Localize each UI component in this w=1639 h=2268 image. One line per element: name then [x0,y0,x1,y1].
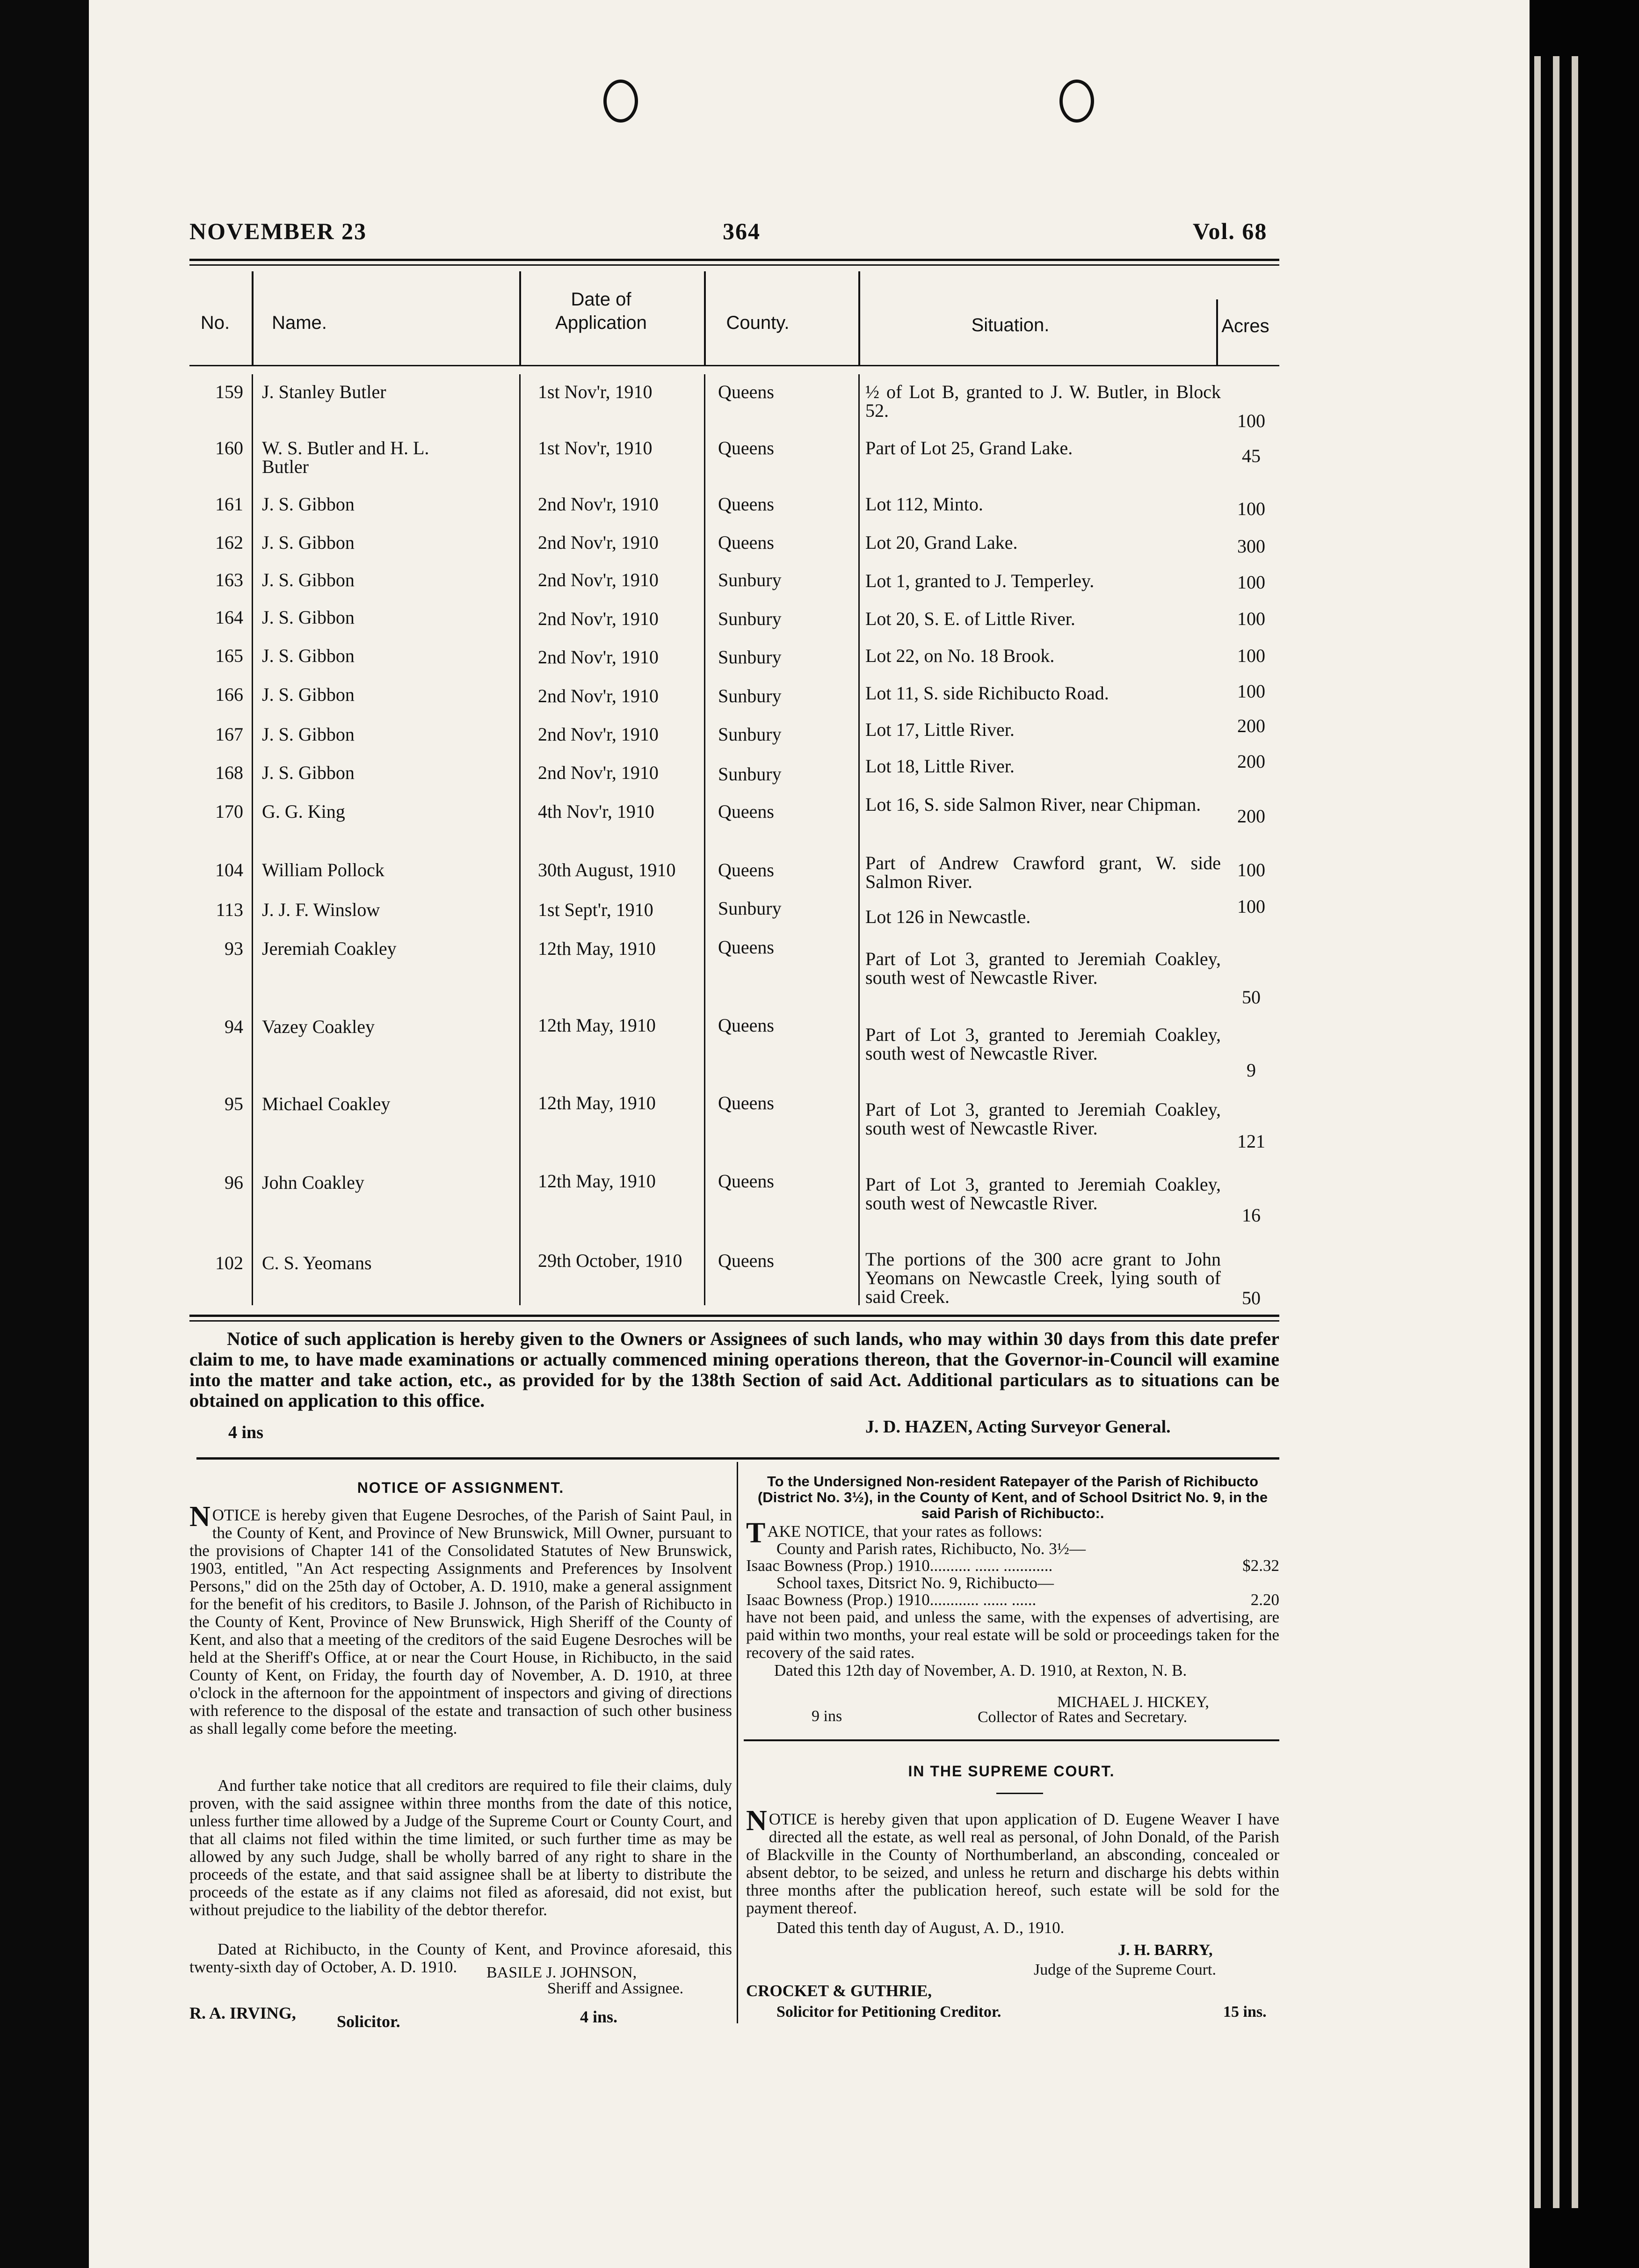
cell-no: 165 [215,645,243,666]
supreme-ins: 15 ins. [1223,2003,1267,2021]
cell-situation: Lot 22, on No. 18 Brook. [865,645,1055,666]
assignment-dropcap: N [189,1501,210,1533]
cell-name: John Coakley [262,1172,364,1193]
cell-acres: 100 [1237,681,1265,702]
rates-line-2 [746,1557,1279,1575]
cell-acres: 200 [1237,806,1265,827]
section-rule [744,1739,1279,1741]
cell-county: Queens [718,859,774,880]
supreme-paragraph: OTICE is hereby given that upon application of D. Eugene Weaver I have directed all the estate, as well real as personal, of John Donald, of the Parish of Blackville in the County of Northumberland, an absconding, concealed or absent debtor, to be seized, and unless he return and discharge his debts within three months after the publication hereof, such estate will be sold for the payment thereof. [746,1810,1279,1917]
cell-county: Queens [718,1250,774,1271]
cell-date: 2nd Nov'r, 1910 [538,569,659,590]
rates-line-1: County and Parish rates, Richibucto, No. 3½— [776,1540,1086,1558]
cell-no: 113 [216,899,243,920]
cell-situation: Part of Lot 3, granted to Jeremiah Coakley, south west of Newcastle River. [865,1099,1221,1139]
cell-situation: Lot 11, S. side Richibucto Road. [865,683,1109,704]
cell-acres: 100 [1237,410,1265,431]
main-notice-text: Notice of such application is hereby given to the Owners or Assignees of such lands, who may within 30 days from this date prefer claim to me, to have made examinations or actually commenced mining operations thereon, that the Governor-in-Council will examine into the matter and take action, etc., as provided for by the 138th Section of said Act. Additional particulars as to situations can be obtained on application to this office. [189,1328,1279,1411]
binding-hole [1059,80,1094,123]
column-divider [737,1462,738,2023]
cell-situation: Part of Lot 25, Grand Lake. [865,437,1073,458]
cell-no: 163 [215,569,243,590]
cell-situation: Lot 16, S. side Salmon River, near Chipman. [865,794,1201,815]
cell-no: 96 [225,1172,243,1193]
cell-date: 2nd Nov'r, 1910 [538,608,659,629]
cell-county: Sunbury [718,685,782,706]
cell-situation: Part of Lot 3, granted to Jeremiah Coakley, south west of Newcastle River. [865,948,1221,988]
rates-line-2-amount: $2.32 [1242,1556,1279,1575]
cell-no: 167 [215,724,243,745]
rates-intro-text: AKE NOTICE, that your rates as follows: [767,1522,1043,1541]
cell-date: 2nd Nov'r, 1910 [538,532,659,553]
cell-acres: 16 [1242,1205,1261,1226]
rates-dropcap: T [746,1517,766,1549]
header-rule [189,259,1279,261]
cell-date: 2nd Nov'r, 1910 [538,762,659,783]
col-name: Name. [272,313,327,333]
rates-heading: To the Undersigned Non-resident Ratepayer of the Parish of Richibucto (District No. 3½), in the County of Kent, and of School Dsitrict No. 9, in the said Parish of Richibucto:. [757,1473,1268,1521]
cell-situation: Lot 112, Minto. [865,494,983,515]
cell-county: Sunbury [718,763,782,785]
rates-ins: 9 ins [812,1708,842,1725]
cell-name: William Pollock [262,859,384,880]
cell-county: Queens [718,937,774,958]
cell-acres: 100 [1237,608,1265,629]
cell-no: 161 [215,494,243,515]
cell-acres: 100 [1237,859,1265,880]
cell-situation: The portions of the 300 acre grant to John Yeomans on Newcastle Creek, lying south of said Creek. [865,1249,1221,1307]
cell-acres: 9 [1247,1060,1256,1081]
cell-county: Queens [718,1092,774,1113]
supreme-dropcap: N [746,1805,767,1837]
cell-situation: Lot 20, S. E. of Little River. [865,608,1075,629]
cell-date: 2nd Nov'r, 1910 [538,647,659,668]
cell-name: J. S. Gibbon [262,724,355,745]
supreme-signer-title: Judge of the Supreme Court. [1034,1961,1216,1978]
page-edge [1553,56,1559,2208]
cell-county: Queens [718,381,774,402]
cell-acres: 50 [1242,1287,1261,1308]
col-acres: Acres [1221,316,1269,336]
cell-county: Sunbury [718,608,782,629]
cell-no: 160 [215,437,243,458]
cell-date: 1st Nov'r, 1910 [538,381,653,402]
assignment-body [189,1501,732,1737]
volume-label: Vol. 68 [1193,218,1268,244]
table-bottom-rule [189,1320,1279,1322]
cell-no: 95 [225,1093,243,1114]
assignment-solicitor-title: Solicitor. [337,2012,400,2031]
cell-acres: 300 [1237,536,1265,557]
cell-situation: Part of Lot 3, granted to Jeremiah Coakley, south west of Newcastle River. [865,1174,1221,1214]
cell-county: Sunbury [718,569,782,590]
supreme-firm-title: Solicitor for Petitioning Creditor. [776,2003,1001,2021]
cell-name: G. G. King [262,801,345,822]
cell-date: 2nd Nov'r, 1910 [538,494,659,515]
cell-county: Sunbury [718,647,782,668]
cell-acres: 100 [1237,498,1265,519]
cell-name: J. S. Gibbon [262,607,355,628]
cell-county: Queens [718,494,774,515]
cell-no: 166 [215,684,243,705]
rates-body: have not been paid, and unless the same, with the expenses of advertising, are paid within two months, your real estate will be sold or proceedings taken for the recovery of the said rates. [746,1608,1279,1662]
cell-acres: 50 [1242,987,1261,1008]
cell-county: Queens [718,532,774,553]
cell-acres: 200 [1237,751,1265,772]
column-rule [252,374,253,1305]
main-notice-signature: J. D. HAZEN, Acting Surveyor General. [865,1417,1171,1437]
cell-date: 12th May, 1910 [538,938,656,959]
cell-acres: 100 [1237,572,1265,593]
column-rule [858,271,860,365]
assignment-signer: BASILE J. JOHNSON, [486,1964,637,1981]
cell-county: Queens [718,1170,774,1192]
cell-county: Queens [718,437,774,458]
assignment-solicitor: R. A. IRVING, [189,2004,296,2022]
rates-line-4-label: Isaac Bowness (Prop.) 1910............ ...... ...... [746,1591,1037,1609]
column-rule [704,271,706,365]
col-date: Date of Application [555,289,647,333]
cell-no: 164 [215,607,243,628]
supreme-signer: J. H. BARRY, [1118,1941,1213,1959]
col-no: No. [200,313,230,333]
cell-county: Queens [718,1015,774,1036]
cell-name: J. S. Gibbon [262,645,355,666]
supreme-title: IN THE SUPREME COURT. [908,1763,1115,1780]
column-rule [519,271,521,365]
cell-date: 1st Nov'r, 1910 [538,437,653,458]
assignment-dated: Dated at Richibucto, in the County of Kent, and Province aforesaid, this twenty-sixth day of October, A. D. 1910. [189,1940,732,1976]
supreme-body [746,1805,1279,1917]
cell-date: 2nd Nov'r, 1910 [538,685,659,706]
cell-situation: Lot 126 in Newcastle. [865,906,1031,927]
table-bottom-rule [189,1315,1279,1317]
cell-situation: Part of Andrew Crawford grant, W. side Salmon River. [865,852,1221,892]
rates-line-4 [746,1591,1279,1609]
page-edge [1534,56,1541,2208]
cell-name: J. S. Gibbon [262,684,355,705]
cell-name: J. S. Gibbon [262,569,355,590]
cell-name: Vazey Coakley [262,1016,375,1037]
rates-line-4-amount: 2.20 [1250,1591,1279,1609]
assignment-paragraph-2: And further take notice that all creditors are required to file their claims, duly proven, with the said assignee within three months from the date of this notice, unless further time allowed by a Judge of the Supreme Court or County Court, and that all claims not filed within the time limited, or such further time as may be allowed by any such Judge, shall be wholly barred of any right to share in the proceeds of the estate, and that said assignee shall be at liberty to distribute the proceeds of the estate as if any claims not filed as aforesaid, did not exist, but without prejudice to the liability of the debtor therefor. [189,1776,732,1919]
cell-no: 102 [215,1252,243,1273]
cell-date: 12th May, 1910 [538,1015,656,1036]
cell-name: W. S. Butler and H. L. Butler [262,437,429,477]
supreme-firm: CROCKET & GUTHRIE, [746,1982,932,2000]
cell-name: J. S. Gibbon [262,532,355,553]
rates-line-2-label: Isaac Bowness (Prop.) 1910.......... ...... ............ [746,1556,1053,1575]
section-rule [196,1457,1279,1460]
header-rule [189,264,1279,266]
cell-county: Queens [718,801,774,822]
cell-situation: Lot 18, Little River. [865,756,1015,777]
cell-no: 104 [215,859,243,880]
column-rule [519,374,521,1305]
cell-name: Jeremiah Coakley [262,938,397,959]
page-number: 364 [723,218,761,244]
cell-county: Sunbury [718,898,782,919]
rates-dated: Dated this 12th day of November, A. D. 1910, at Rexton, N. B. [774,1661,1187,1679]
cell-no: 170 [215,801,243,822]
cell-no: 94 [225,1016,243,1037]
table-header-rule [189,365,1279,366]
assignment-paragraph-1: OTICE is hereby given that Eugene Desroches, of the Parish of Saint Paul, in the County of Kent, and Province of New Brunswick, Mill Owner, pursuant to the provisions of Chapter 141 of the Consolidated Statutes of New Brunswick, 1903, entitled, "An Act respecting Assignments and Preferences by Insolvent Persons," did on the 25th day of October, A. D. 1910, make a general assignment for the benefit of his creditors, to Basile J. Johnson, of the Parish of Richibucto in the County of Kent, Province of New Brunswick, High Sheriff of the County of Kent, and also that a meeting of the creditors of the said Eugene Desroches will be held at the Sheriff's Office, at or near the Court House, in Richibucto, in the said County of Kent, on Friday, the fourth day of November, A. D. 1910, at three o'clock in the afternoon for the appointment of inspectors and giving of directions with reference to the disposal of the estate and transaction of such other business as shall legally come before the meeting. [189,1506,732,1737]
supreme-dated: Dated this tenth day of August, A. D., 1910. [776,1919,1065,1937]
cell-no: 168 [215,762,243,783]
col-situation: Situation. [971,315,1050,335]
cell-county: Sunbury [718,724,782,745]
assignment-signer-title: Sheriff and Assignee. [547,1980,684,1997]
column-rule [858,374,860,1305]
column-rule [252,271,254,365]
cell-date: 12th May, 1910 [538,1092,656,1113]
cell-name: J. S. Gibbon [262,494,355,515]
cell-no: 159 [215,381,243,402]
title-underline [996,1793,1043,1794]
cell-name: J. Stanley Butler [262,381,386,402]
scan-left-margin [0,0,89,2268]
rates-signer: MICHAEL J. HICKEY, [1057,1694,1209,1711]
col-county: County. [726,313,790,333]
cell-no: 162 [215,532,243,553]
cell-name: C. S. Yeomans [262,1252,372,1273]
main-notice-ins: 4 ins [228,1423,263,1442]
cell-date: 29th October, 1910 [538,1250,682,1271]
cell-name: J. J. F. Winslow [262,899,380,920]
rates-signer-title: Collector of Rates and Secretary. [978,1708,1188,1726]
cell-name: J. S. Gibbon [262,762,355,783]
assignment-ins: 4 ins. [580,2007,618,2026]
cell-situation: ½ of Lot B, granted to J. W. Butler, in Block 52. [865,381,1221,421]
cell-date: 1st Sept'r, 1910 [538,899,653,920]
column-rule [1216,299,1218,365]
cell-acres: 45 [1242,445,1261,466]
cell-date: 30th August, 1910 [538,859,676,880]
cell-date: 4th Nov'r, 1910 [538,801,654,822]
cell-no: 93 [225,938,243,959]
column-rule [704,374,705,1305]
assignment-title: NOTICE OF ASSIGNMENT. [357,1479,565,1496]
cell-acres: 100 [1237,896,1265,917]
cell-situation: Lot 1, granted to J. Temperley. [865,570,1095,591]
cell-name: Michael Coakley [262,1093,391,1114]
cell-acres: 121 [1237,1131,1265,1152]
header-date: NOVEMBER 23 [189,218,367,244]
cell-acres: 200 [1237,715,1265,736]
cell-date: 12th May, 1910 [538,1170,656,1192]
cell-situation: Lot 20, Grand Lake. [865,532,1018,553]
cell-situation: Part of Lot 3, granted to Jeremiah Coakley, south west of Newcastle River. [865,1024,1221,1064]
rates-line-3: School taxes, Ditsrict No. 9, Richibucto— [776,1574,1054,1592]
binding-hole [603,80,638,123]
cell-acres: 100 [1237,645,1265,666]
cell-date: 2nd Nov'r, 1910 [538,724,659,745]
cell-situation: Lot 17, Little River. [865,719,1015,740]
page-edge [1572,56,1578,2208]
